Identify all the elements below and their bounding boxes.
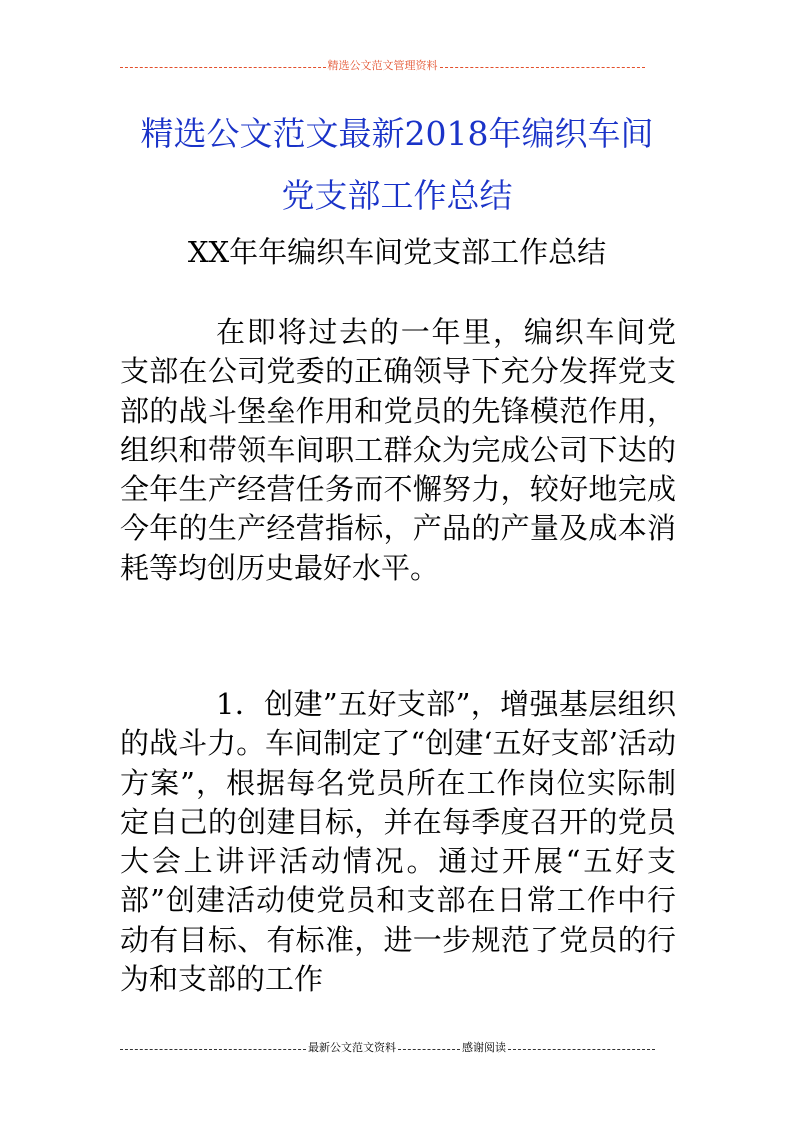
header-text: 精选公文范文管理资料 bbox=[327, 59, 438, 72]
header-rule-left bbox=[120, 67, 326, 68]
footer-rule-right bbox=[508, 1049, 655, 1050]
document-subtitle: XX年年编织车间党支部工作总结 bbox=[187, 235, 607, 269]
body-paragraph-1: 在即将过去的一年里，编织车间党支部在公司党委的正确领导下充分发挥党支部的战斗堡垒作用和党员的先锋模范作用，组织和带领车间职工群众为完成公司下达的全年生产经营任务而不懈努力，较好地完成今年的生产经营指标，产品的产量及成本消耗等均创历史最好水平。 bbox=[120, 315, 676, 585]
page-header bbox=[120, 58, 645, 74]
body-paragraph-2: 1．创建”五好支部”，增强基层组织的战斗力。车间制定了“创建‘五好支部’活动方案”，根据每名党员所在工作岗位实际制定自己的创建目标，并在每季度召开的党员大会上讲评活动情况。通过开展“五好支部”创建活动使党员和支部在日常工作中行动有目标、有标准，进一步规范了党员的行为和支部的工作 bbox=[120, 687, 676, 997]
document-title-line-1: 精选公文范文最新2018年编织车间 bbox=[140, 114, 654, 153]
header-rule-right bbox=[440, 67, 646, 68]
document-title-line-2: 党支部工作总结 bbox=[281, 176, 513, 215]
footer-rule-left bbox=[120, 1049, 306, 1050]
footer-rule-middle bbox=[398, 1049, 460, 1050]
footer-left-text: 最新公文范文资料 bbox=[308, 1041, 396, 1054]
page-footer bbox=[120, 1040, 655, 1056]
footer-right-text: 感谢阅读 bbox=[462, 1041, 506, 1054]
